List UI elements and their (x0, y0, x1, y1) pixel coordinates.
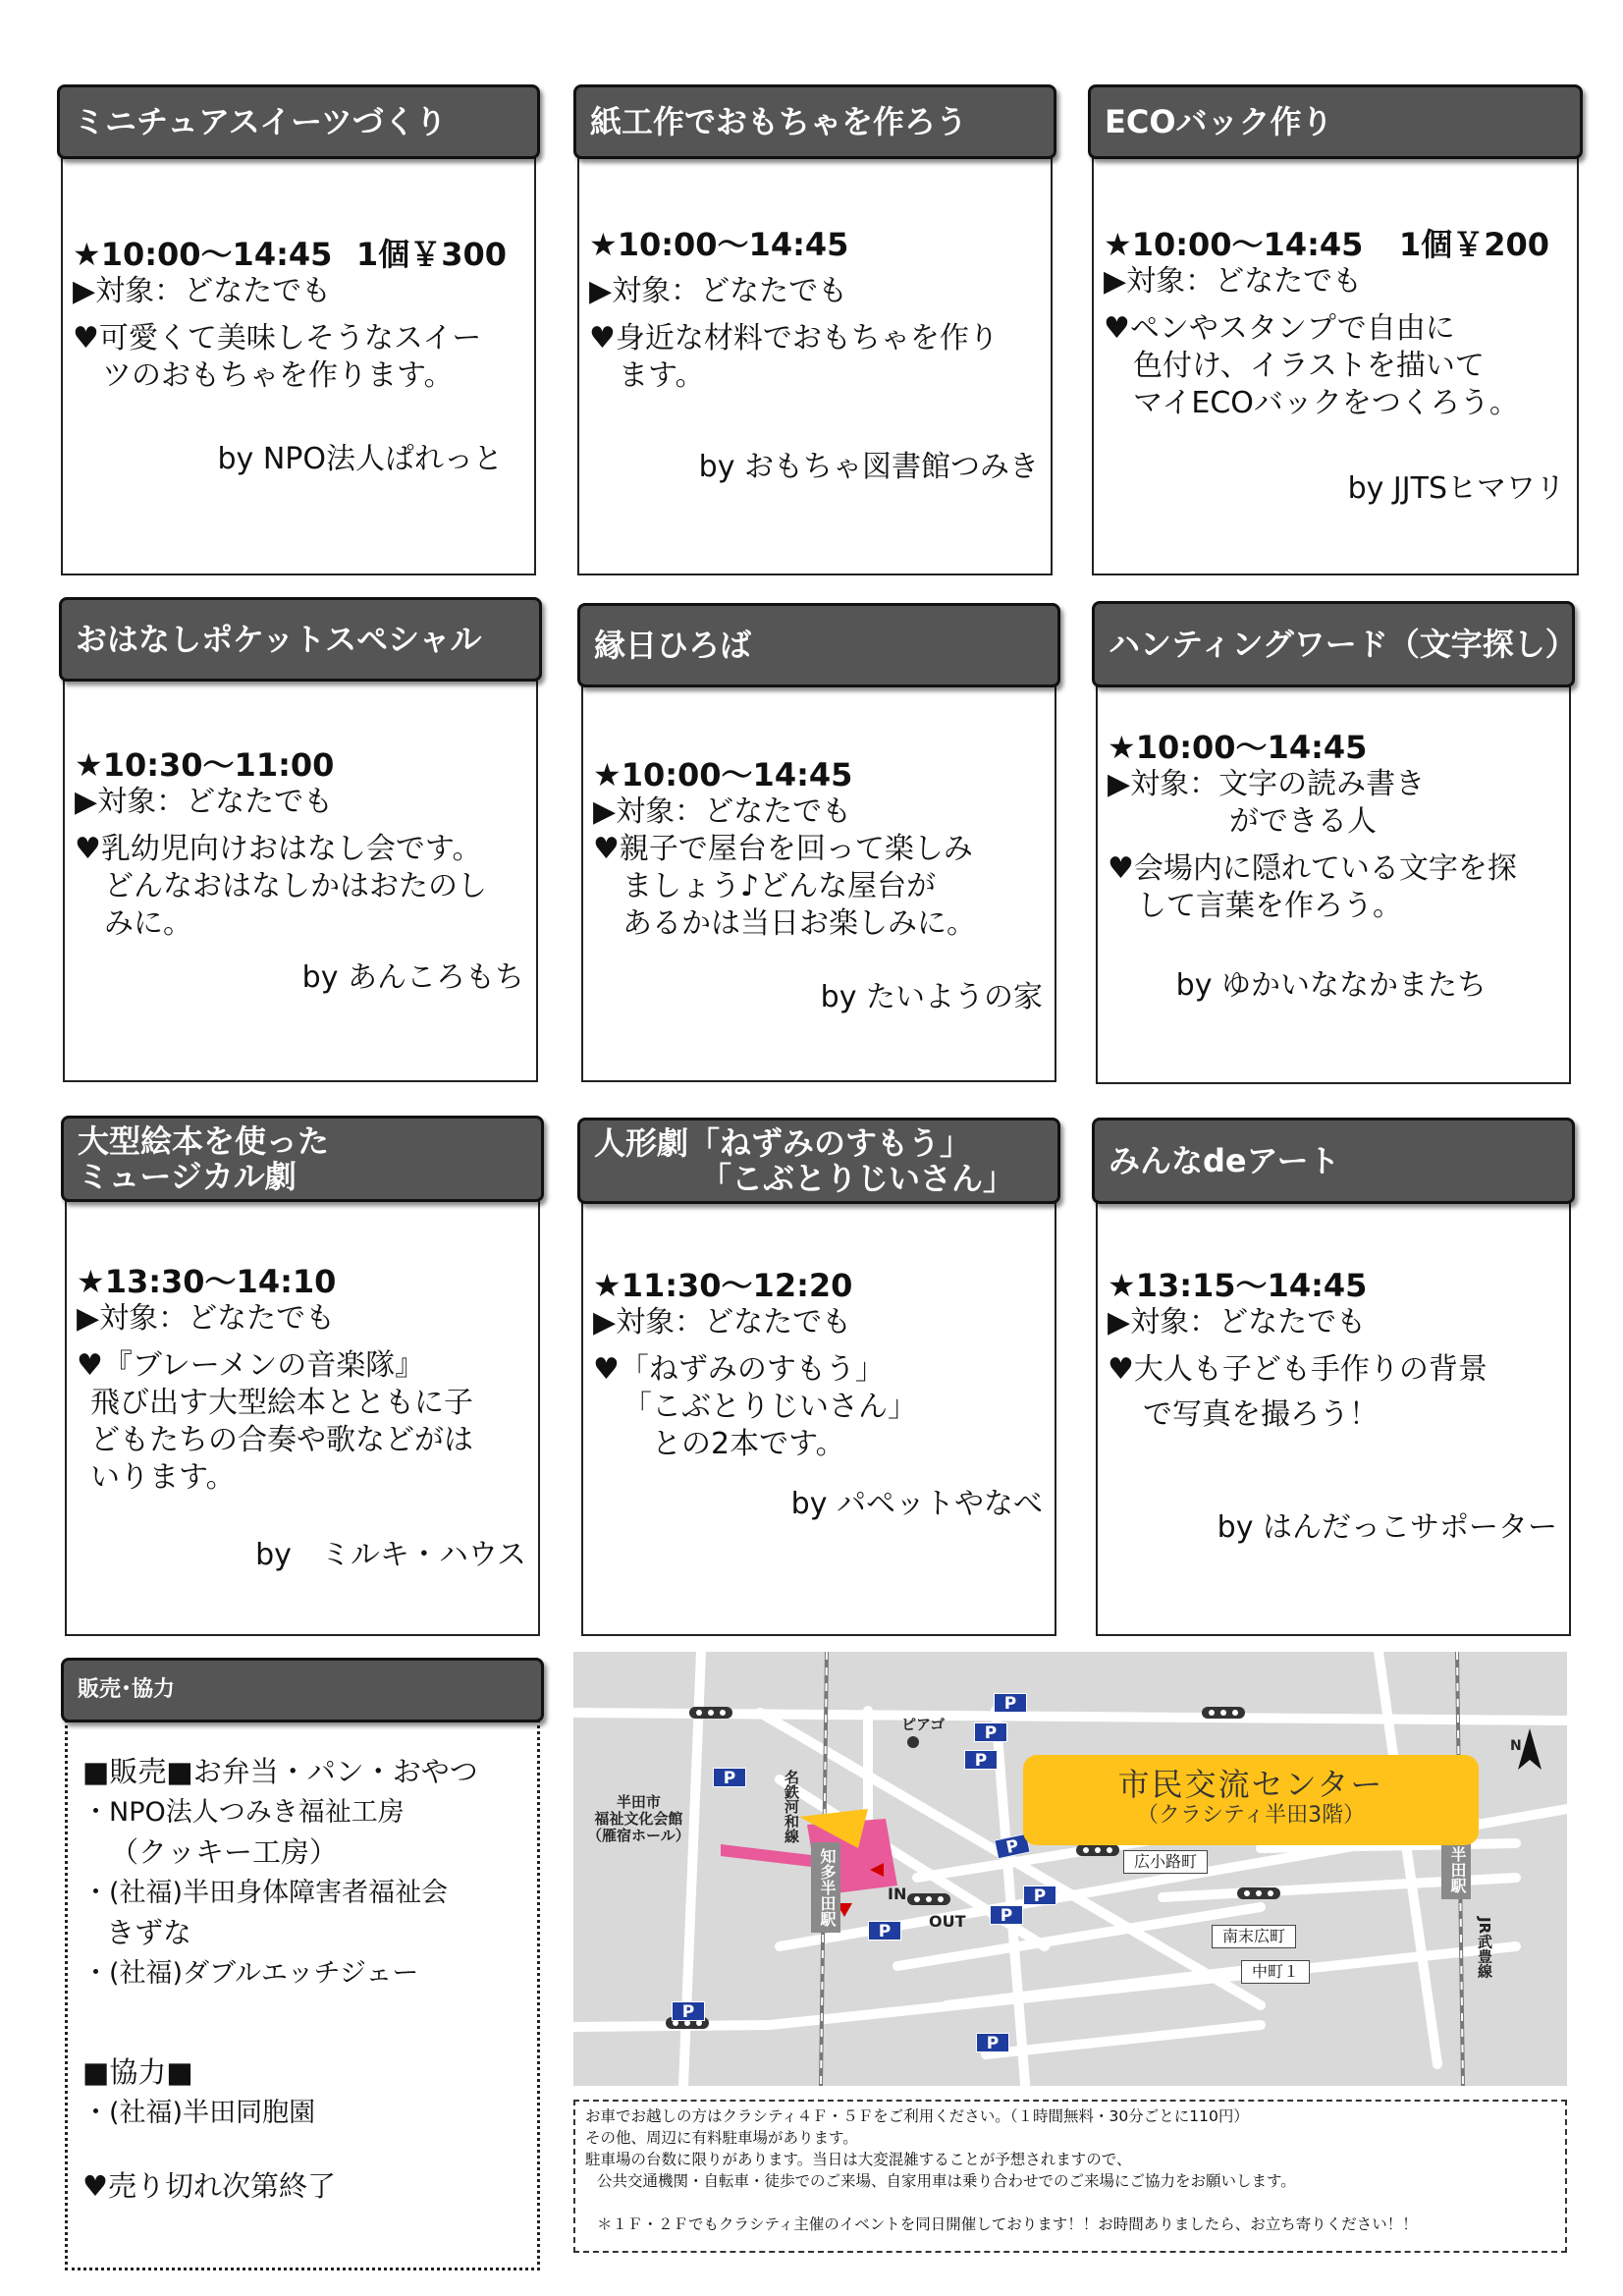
sales-item: きずな (106, 1916, 192, 1949)
parking-note (573, 2100, 1567, 2253)
event-card-hunting-word (1096, 601, 1577, 1084)
event-time: ★13:15～14:45 (1108, 1267, 1368, 1304)
event-time: ★10:00～14:45 (593, 756, 853, 793)
event-target: ▶対象：どなたでも (1104, 264, 1363, 299)
sales-item: ・(社福)ダブルエッチジェー (82, 1958, 419, 1989)
meitetsu-line-label: 名鉄河和線 (783, 1770, 800, 1843)
parking-icon: P (976, 2033, 1009, 2052)
parking-icon: P (990, 1905, 1023, 1925)
event-card-festival-plaza (581, 603, 1056, 1082)
event-target: ▶対象：どなたでも (77, 1301, 336, 1336)
event-desc: どんなおはなしかはおたのし (104, 869, 487, 903)
note-line: 駐車場の台数に限りがあります。当日は大変混雑することが予想されますので、 (585, 2151, 1132, 2168)
card-title: 人形劇「ねずみのすもう」 「こぶとりじいさん」 (577, 1118, 1060, 1204)
card-title: 販売･協力 (61, 1658, 544, 1722)
street-label: 南末広町 (1212, 1925, 1296, 1948)
event-desc: ♥「ねずみのすもう」 (593, 1352, 885, 1387)
parking-icon: P (964, 1750, 998, 1770)
parking-icon: P (974, 1722, 1007, 1742)
card-title: 紙工作でおもちゃを作ろう (573, 84, 1056, 159)
event-card-eco-bag (1092, 84, 1579, 575)
sales-item: ・(社福)半田身体障害者福祉会 (82, 1878, 449, 1908)
event-time: ★10:00～14:45 (1108, 729, 1368, 766)
event-desc: みに。 (104, 906, 192, 941)
event-time: ★11:30～12:20 (593, 1267, 853, 1304)
venue-name: 市民交流センター (1117, 1766, 1384, 1803)
event-desc: ♥可愛くて美味しそうなスイー (73, 321, 482, 355)
event-desc: との2本です。 (652, 1427, 845, 1461)
event-desc: して言葉を作ろう。 (1137, 889, 1402, 923)
jr-line-label: JR武豊線 (1476, 1917, 1493, 1979)
map-roads (573, 1652, 1567, 2086)
card-title: おはなしポケットスペシャル (59, 597, 542, 682)
event-card-puppet-show (581, 1118, 1056, 1636)
event-desc: で写真を撮ろう！ (1143, 1397, 1379, 1432)
event-organizer: by たいようの家 (820, 980, 1043, 1014)
event-target: ▶対象：文字の読み書き (1108, 767, 1426, 801)
event-organizer: by JJTSヒマワリ (1347, 471, 1565, 506)
event-target: ▶対象：どなたでも (593, 1305, 852, 1339)
parking-icon: P (1023, 1886, 1056, 1905)
event-desc: ♥身近な材料でおもちゃを作り (589, 321, 999, 355)
event-desc: どもたちの合奏や歌などがは (90, 1423, 473, 1457)
parking-icon: P (994, 1693, 1027, 1713)
card-title: ECOバック作り (1088, 84, 1583, 159)
parking-icon: P (672, 2001, 705, 2021)
parking-icon: P (994, 1833, 1030, 1860)
event-time: ★10:00～14:45 (73, 236, 333, 273)
event-desc: マイECOバックをつくろう。 (1133, 386, 1519, 420)
event-desc: ます。 (619, 358, 705, 393)
event-desc: ♥親子で屋台を回って楽しみ (593, 832, 973, 866)
event-desc: あるかは当日お楽しみに。 (622, 906, 976, 941)
event-target: ▶対象：どなたでも (1108, 1305, 1367, 1339)
card-title: ハンティングワード（文字探し） (1092, 601, 1575, 687)
cooperation-item: ・(社福)半田同胞園 (82, 2098, 316, 2128)
parking-icon: P (713, 1768, 746, 1787)
event-desc: ツのおもちゃを作ります。 (102, 358, 454, 393)
note-line: お車でお越しの方はクラシティ４Ｆ・５Ｆをご利用ください。（１時間無料・30分ごとに110円） (585, 2107, 1249, 2125)
event-desc: ♥大人も子ども手作りの背景 (1108, 1352, 1488, 1387)
handa-station: 半田駅 (1441, 1840, 1471, 1899)
sales-cooperation-box (65, 1658, 540, 2270)
sales-item: ・NPO法人つみき福祉工房 (82, 1797, 405, 1828)
chita-handa-station: 知多半田駅 (811, 1842, 840, 1933)
exit-out-label: OUT (929, 1912, 966, 1931)
event-time: ★13:30～14:10 (77, 1263, 337, 1300)
piago-label: ピアゴ (901, 1716, 946, 1733)
card-title: ミニチュアスイーツづくり (57, 84, 540, 159)
event-card-minna-de-art (1096, 1118, 1571, 1636)
event-desc: 「こぶとりじいさん」 (622, 1390, 917, 1424)
event-target: ▶対象：どなたでも (73, 274, 332, 308)
note-line: その他、周辺に有料駐車場があります。 (585, 2129, 858, 2147)
cooperation-heading: ■協力■ (82, 2055, 193, 2089)
sold-out-note: ♥売り切れ次第終了 (82, 2169, 336, 2203)
note-line (585, 2192, 1555, 2214)
event-time: ★10:00～14:45 (589, 226, 849, 263)
event-target: ▶対象：どなたでも (75, 785, 334, 819)
parking-icon: P (868, 1921, 901, 1941)
event-organizer: by NPO法人ぱれっと (217, 442, 503, 476)
street-label: 広小路町 (1123, 1850, 1208, 1874)
event-target: ▶対象：どなたでも (589, 274, 848, 308)
event-time: ★10:00～14:45 (1104, 226, 1364, 263)
sales-item: （クッキー工房） (110, 1835, 339, 1869)
event-desc: ♥乳幼児向けおはなし会です。 (75, 832, 482, 866)
sales-heading: ■販売■お弁当・パン・おやつ (82, 1755, 478, 1788)
event-price: 1個￥300 (355, 236, 507, 273)
access-map (573, 1652, 1567, 2086)
event-desc: ♥会場内に隠れている文字を探 (1108, 851, 1517, 886)
note-line: 公共交通機関・自転車・徒歩でのご来場、自家用車は乗り合わせでのご来場にご協力をお願いします。 (597, 2172, 1296, 2190)
card-title: みんなdeアート (1092, 1118, 1575, 1204)
event-organizer: by ゆかいななかまたち (1175, 968, 1487, 1003)
entrance-in-label: IN (888, 1885, 907, 1903)
venue-floor: （クラシティ半田3階） (1136, 1803, 1366, 1828)
event-card-miniature-sweets (61, 84, 536, 575)
note-line: ＊１Ｆ・２Ｆでもクラシティ主催のイベントを同日開催しております！！お時間ありましたら、お立ち寄りください！！ (597, 2215, 1418, 2233)
card-title: 縁日ひろば (577, 603, 1060, 687)
event-organizer: by あんころもち (301, 960, 524, 995)
event-desc: ♥『ブレーメンの音楽隊』 (77, 1348, 425, 1383)
event-organizer: by パペットやなべ (790, 1487, 1043, 1521)
event-desc: いります。 (90, 1460, 236, 1495)
event-price: 1個￥200 (1398, 226, 1549, 263)
north-label: N (1510, 1738, 1522, 1754)
event-time: ★10:30～11:00 (75, 746, 335, 784)
hall-label: 半田市 福祉文化会館 （雁宿ホール） (587, 1793, 690, 1844)
event-organizer: by おもちゃ図書館つみき (698, 450, 1039, 484)
venue-callout (1023, 1755, 1479, 1845)
event-card-musical (65, 1116, 540, 1636)
event-card-paper-craft (577, 84, 1053, 575)
event-organizer: by はんだっこサポーター (1217, 1510, 1557, 1545)
card-title: 大型絵本を使った ミュージカル劇 (61, 1116, 544, 1202)
street-label: 中町１ (1241, 1960, 1310, 1984)
event-target: ができる人 (1229, 804, 1377, 839)
event-card-storytelling (63, 597, 538, 1082)
event-desc: ♥ペンやスタンプで自由に (1104, 311, 1455, 346)
event-desc: 飛び出す大型絵本とともに子 (90, 1386, 473, 1420)
event-desc: ましょう♪どんな屋台が (622, 869, 937, 903)
event-organizer: by ミルキ・ハウス (255, 1538, 526, 1572)
event-target: ▶対象：どなたでも (593, 794, 852, 829)
event-desc: 色付け、イラストを描いて (1133, 349, 1485, 383)
